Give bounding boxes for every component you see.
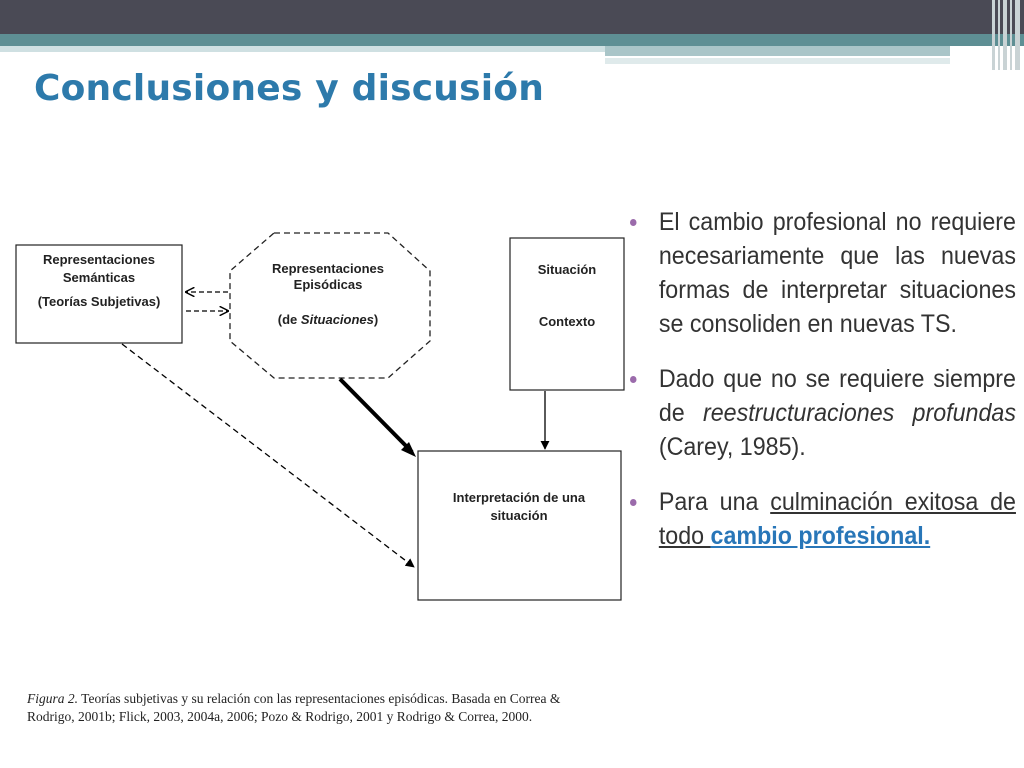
semantic-line1: Representaciones — [43, 252, 155, 267]
bullet-2-pre: Dado que no se requiere siempre de — [658, 365, 1016, 427]
bullet-2-post: (Carey, 1985). — [658, 433, 806, 461]
interpretation-line2: situación — [490, 508, 548, 523]
situation-box — [510, 238, 624, 390]
slide-title: Conclusiones y discusión — [34, 68, 545, 109]
semantic-line2: Semánticas — [62, 270, 136, 285]
episodic-line3: (de Situaciones) — [277, 312, 379, 327]
semantic-line3: (Teorías Subjetivas) — [37, 294, 161, 309]
situation-line2: Contexto — [538, 314, 596, 329]
episodic-to-interpretation-arrow — [340, 379, 412, 452]
bullet-1-text: El cambio profesional no requiere necesariamente que las nuevas formas de interpretar situaciones se consoliden en nuevas TS. — [658, 208, 1016, 338]
episodic-line1: Representaciones — [272, 261, 384, 276]
bullet-item-3 — [630, 485, 1016, 553]
bullet-3-pre: Para una — [658, 488, 771, 516]
figure-caption — [27, 690, 572, 726]
bullet-dot-icon — [630, 499, 637, 506]
bullet-2-italic: reestructuraciones profundas — [702, 399, 1016, 427]
episodic-representations-octagon — [230, 233, 430, 378]
bullet-dot-icon — [630, 219, 637, 226]
bullet-item-1 — [630, 205, 1016, 341]
bullet-3-underlined: culminación exitosa de todo — [658, 488, 1016, 550]
bullet-3-accent: cambio profesional. — [710, 522, 931, 550]
situation-line1: Situación — [537, 262, 597, 277]
episodic-line2: Episódicas — [293, 277, 363, 292]
caption-label: Figura 2. — [27, 691, 79, 706]
interpretation-box — [418, 451, 621, 600]
caption-text: Teorías subjetivas y su relación con las representaciones episódicas. Basada en Correa & Rodrigo, 2001b; Flick, 2003, 2004a, 2006; Pozo & Rodrigo, 2001 y Rodrigo & Correa, 2000. — [27, 691, 561, 724]
interpretation-line1: Interpretación de una — [452, 490, 586, 505]
semantic-representations-box — [16, 245, 182, 343]
bullet-item-2 — [630, 362, 1016, 464]
bullet-list — [630, 205, 1016, 574]
bullet-dot-icon — [630, 376, 637, 383]
